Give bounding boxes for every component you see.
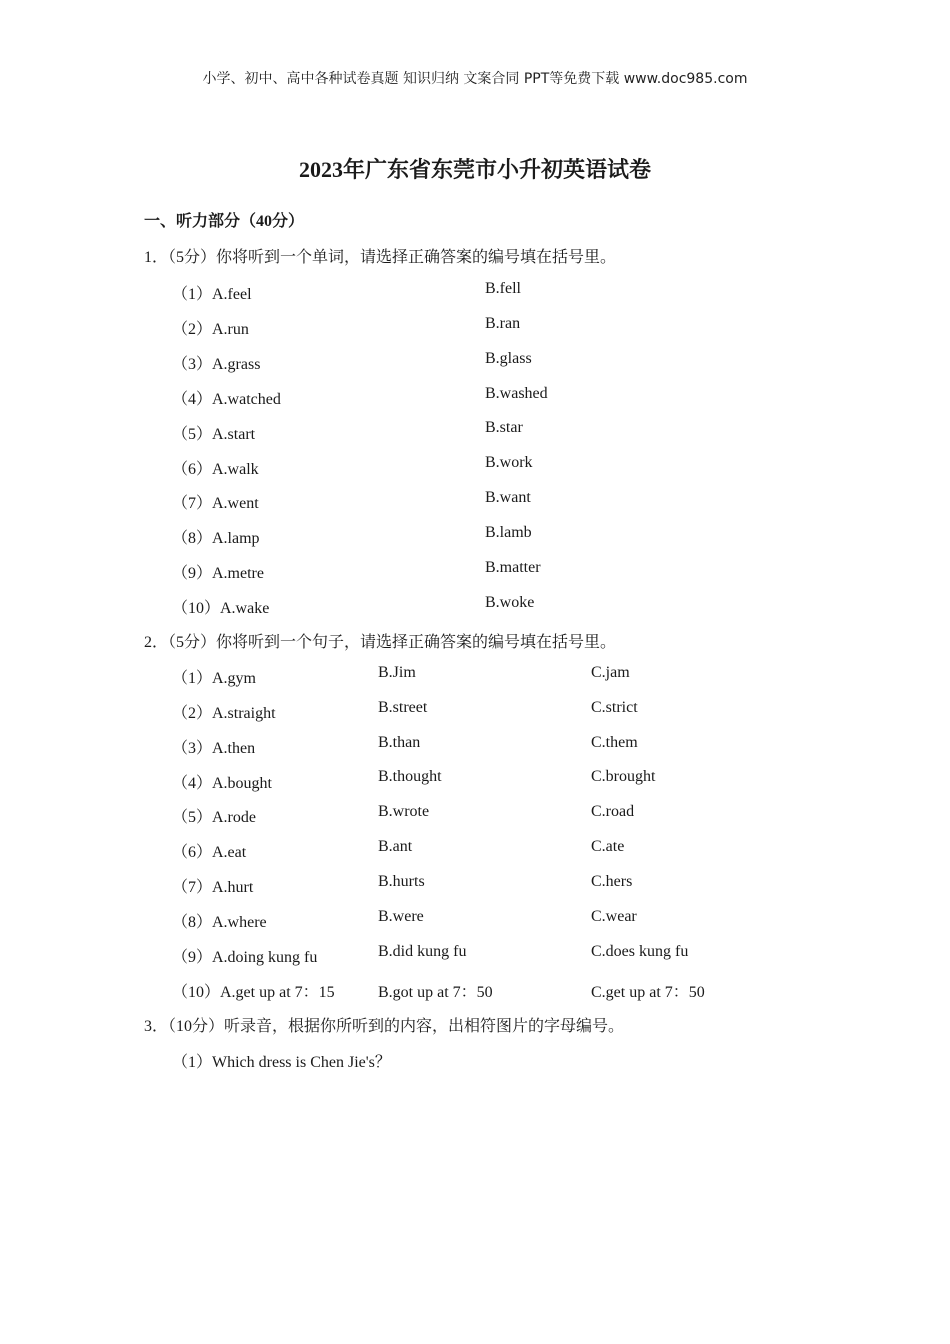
q2-option-c: C.jam: [591, 664, 630, 681]
q2-option-b: B.street: [378, 699, 428, 716]
q2-option-a: （8）A.where: [172, 914, 267, 931]
question-2-stem: 2．（5分）你将听到一个句子，请选择正确答案的编号填在括号里。: [144, 634, 617, 651]
section-heading-listening: 一、听力部分（40分）: [144, 213, 305, 230]
q1-option-b: B.woke: [485, 594, 535, 611]
q2-option-c: C.hers: [591, 873, 633, 890]
q1-option-b: B.work: [485, 454, 533, 471]
q1-option-a: （4）A.watched: [172, 391, 281, 408]
q1-option-b: B.want: [485, 489, 531, 506]
q1-option-a: （5）A.start: [172, 426, 256, 443]
q1-option-b: B.glass: [485, 350, 532, 367]
q1-option-b: B.washed: [485, 385, 548, 402]
q1-option-a: （6）A.walk: [172, 461, 259, 478]
question-1-stem: 1．（5分）你将听到一个单词，请选择正确答案的编号填在括号里。: [144, 249, 617, 266]
q2-option-a: （4）A.bought: [172, 775, 273, 792]
q2-option-a: （2）A.straight: [172, 705, 276, 722]
q2-option-a: （10）A.get up at 7：15: [172, 984, 335, 1001]
q2-option-c: C.get up at 7：50: [591, 984, 705, 1001]
q2-option-b: B.than: [378, 734, 421, 751]
q1-option-b: B.lamb: [485, 524, 532, 541]
q2-option-c: C.ate: [591, 838, 625, 855]
q1-option-a: （7）A.went: [172, 495, 259, 512]
q2-option-a: （7）A.hurt: [172, 879, 254, 896]
q2-option-a: （5）A.rode: [172, 809, 256, 826]
q2-option-b: B.Jim: [378, 664, 416, 681]
q2-option-c: C.does kung fu: [591, 943, 689, 960]
q2-option-b: B.thought: [378, 768, 442, 785]
site-header: 小学、初中、高中各种试卷真题 知识归纳 文案合同 PPT等免费下载 www.doc985.com: [202, 71, 748, 87]
q2-option-c: C.wear: [591, 908, 637, 925]
q2-option-a: （3）A.then: [172, 740, 256, 757]
q1-option-b: B.fell: [485, 280, 521, 297]
q2-option-b: B.hurts: [378, 873, 425, 890]
q1-option-b: B.ran: [485, 315, 521, 332]
q2-option-b: B.wrote: [378, 803, 430, 820]
q3-sub-question-1: （1）Which dress is Chen Jie's？: [172, 1054, 391, 1071]
q2-option-b: B.got up at 7：50: [378, 984, 493, 1001]
q1-option-b: B.matter: [485, 559, 541, 576]
question-3-stem: 3．（10分）听录音，根据你所听到的内容，出相符图片的字母编号。: [144, 1018, 625, 1035]
q1-option-a: （1）A.feel: [172, 286, 252, 303]
q2-option-b: B.were: [378, 908, 424, 925]
q1-option-a: （9）A.metre: [172, 565, 264, 582]
q2-option-b: B.ant: [378, 838, 413, 855]
page-title: 2023年广东省东莞市小升初英语试卷: [298, 157, 651, 182]
q2-option-c: C.them: [591, 734, 638, 751]
q1-option-a: （10）A.wake: [172, 600, 270, 617]
q2-option-a: （1）A.gym: [172, 670, 257, 687]
q2-option-c: C.brought: [591, 768, 656, 785]
q1-option-b: B.star: [485, 419, 523, 436]
q1-option-a: （3）A.grass: [172, 356, 261, 373]
q2-option-a: （6）A.eat: [172, 844, 247, 861]
q2-option-b: B.did kung fu: [378, 943, 467, 960]
q1-option-a: （2）A.run: [172, 321, 249, 338]
q2-option-a: （9）A.doing kung fu: [172, 949, 318, 966]
q1-option-a: （8）A.lamp: [172, 530, 260, 547]
q2-option-c: C.road: [591, 803, 635, 820]
q2-option-c: C.strict: [591, 699, 638, 716]
